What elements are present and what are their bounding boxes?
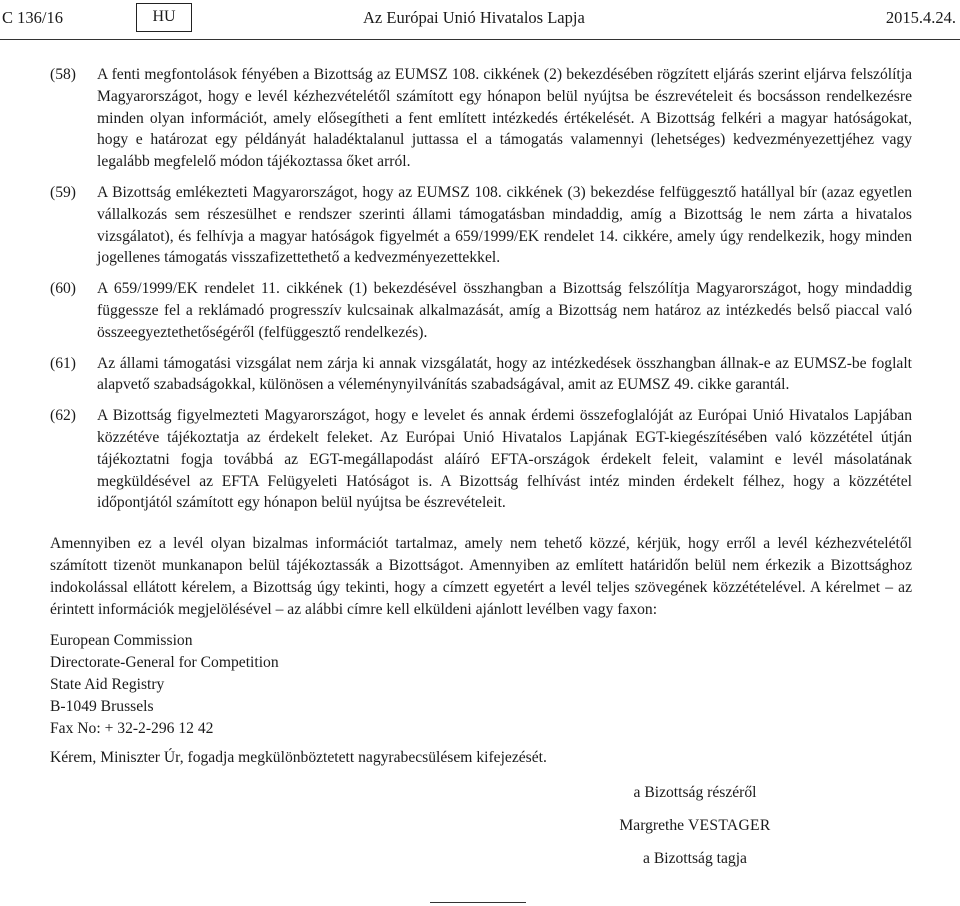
spacer [50, 620, 912, 630]
address-line: B-1049 Brussels [50, 697, 154, 715]
journal-title: Az Európai Unió Hivatalos Lapja [363, 8, 585, 27]
language-box: HU [136, 3, 192, 32]
paragraph-62 [50, 405, 912, 514]
signatory-role: a Bizottság tagja [643, 850, 747, 867]
signature-block [570, 776, 820, 875]
paragraph-number: (60) [50, 280, 76, 298]
signatory-first-name: Margrethe [619, 817, 685, 834]
on-behalf-line: a Bizottság részéről [633, 784, 757, 801]
doc-reference: C 136/16 [2, 8, 63, 27]
paragraph-58 [50, 64, 912, 173]
confidentiality-note: Amennyiben ez a levél olyan bizalmas információt tartalmaz, amely nem tehető közzé, kérjük, hogy erről a levél kézhezvételétől számított tizenöt munkanapon belül tájékoztassák a Bizottságot. Amennyiben az említett határidőn belül nem érkezik a Bizottsághoz indokolással ellátott kérelem, a Bizottság úgy tekinti, hogy a címzett egyetért a levél teljes szövegének közzétételével. A kérelmet – az érintett információk megjelölésével – az alábbi címre kell elküldeni ajánlott levélben vagy faxon: [50, 535, 912, 618]
paragraph-number: (59) [50, 183, 76, 201]
address-line: European Commission [50, 632, 193, 650]
publication-date: 2015.4.24. [885, 8, 956, 27]
address-line: Fax No: + 32-2-296 12 42 [50, 719, 214, 737]
address-block [50, 630, 912, 739]
paragraph-text: A fenti megfontolások fényében a Bizottság az EUMSZ 108. cikkének (2) bekezdésében rögzített eljárás szerint eljárva felszólítja Magyarországot, hogy e levél kézhezvételétől számított egy hónapon belül nyújtsa be észrevételeit és bocsásson rendelkezésre minden olyan információt, amely elősegítheti a fent említett intézkedés értékelését. A Bizottság felkéri a magyar hatóságokat, hogy e határozat egy példányát haladéktalanul juttassa el a támogatás valamennyi (lehetséges) kedvezményezettjéhez vagy legalább megfelelő módon tájékoztassa őket arról. [97, 66, 912, 171]
signatory-name [570, 809, 820, 842]
paragraph-text: Az állami támogatási vizsgálat nem zárja ki annak vizsgálatát, hogy az intézkedések összhangban állnak-e az EUMSZ-be foglalt alapvető szabadságokkal, különösen a véleménynyilvánítás szabadságával, amit az EUMSZ 49. cikke garantál. [97, 354, 912, 394]
paragraph-text: A Bizottság figyelmezteti Magyarországot, hogy e levelet és annak érdemi összefoglalóját az Európai Unió Hivatalos Lapjában közzétéve tájékoztatja az érdekelt feleket. Az Európai Unió Hivatalos Lapjának EGT-kiegészítésében való közzététel útján tájékoztatni fogja továbbá az EGT-megállapodást aláíró EFTA-országok érdekelt feleit, valamint e levél másolatának megküldésével az EFTA Felügyeleti Hatóságot is. A Bizottság felhívást intéz minden érdekelt félhez, hogy a közzététel időpontjától számított egy hónapon belül nyújtsa be észrevételeit. [97, 407, 912, 512]
header-rule [0, 39, 960, 40]
footer-rule [430, 902, 526, 903]
paragraph-61 [50, 353, 912, 397]
page-header [0, 0, 960, 40]
document-body [50, 64, 912, 769]
paragraph-60 [50, 278, 912, 343]
paragraph-text: A 659/1999/EK rendelet 11. cikkének (1) bekezdésével összhangban a Bizottság felszólítja Magyarországot, hogy mindaddig függessze fel a reklámadó progresszív kulcsainak alkalmazását, amíg a Bizottság nem határoz az intézkedés belső piaccal való összeegyeztethetőségéről (felfüggesztő rendelkezés). [97, 280, 912, 341]
paragraph-number: (62) [50, 407, 76, 425]
signatory-surname: VESTAGER [687, 817, 771, 834]
address-line: State Aid Registry [50, 675, 165, 693]
address-line: Directorate-General for Competition [50, 654, 279, 672]
paragraph-text: A Bizottság emlékezteti Magyarországot, hogy az EUMSZ 108. cikkének (3) bekezdése felfüggesztő hatállyal bír (azaz egyetlen vállalkozás sem részesülhet e rendszer szerinti állami támogatásban mindaddig, amíg a Bizottság le nem zárta a hivatalos vizsgálatot), és felhívja a magyar hatóságok figyelmét a 659/1999/EK rendelet 14. cikkére, amely úgy rendelkezik, hogy minden jogellenes támogatás visszafizettethető a kedvezményezettekkel. [97, 183, 912, 267]
paragraph-59 [50, 182, 912, 269]
spacer [50, 523, 912, 533]
paragraph-number: (61) [50, 354, 76, 372]
paragraph-number: (58) [50, 66, 76, 83]
closing-sentence: Kérem, Miniszter Úr, fogadja megkülönböztetett nagyrabecsülésem kifejezését. [50, 749, 547, 767]
